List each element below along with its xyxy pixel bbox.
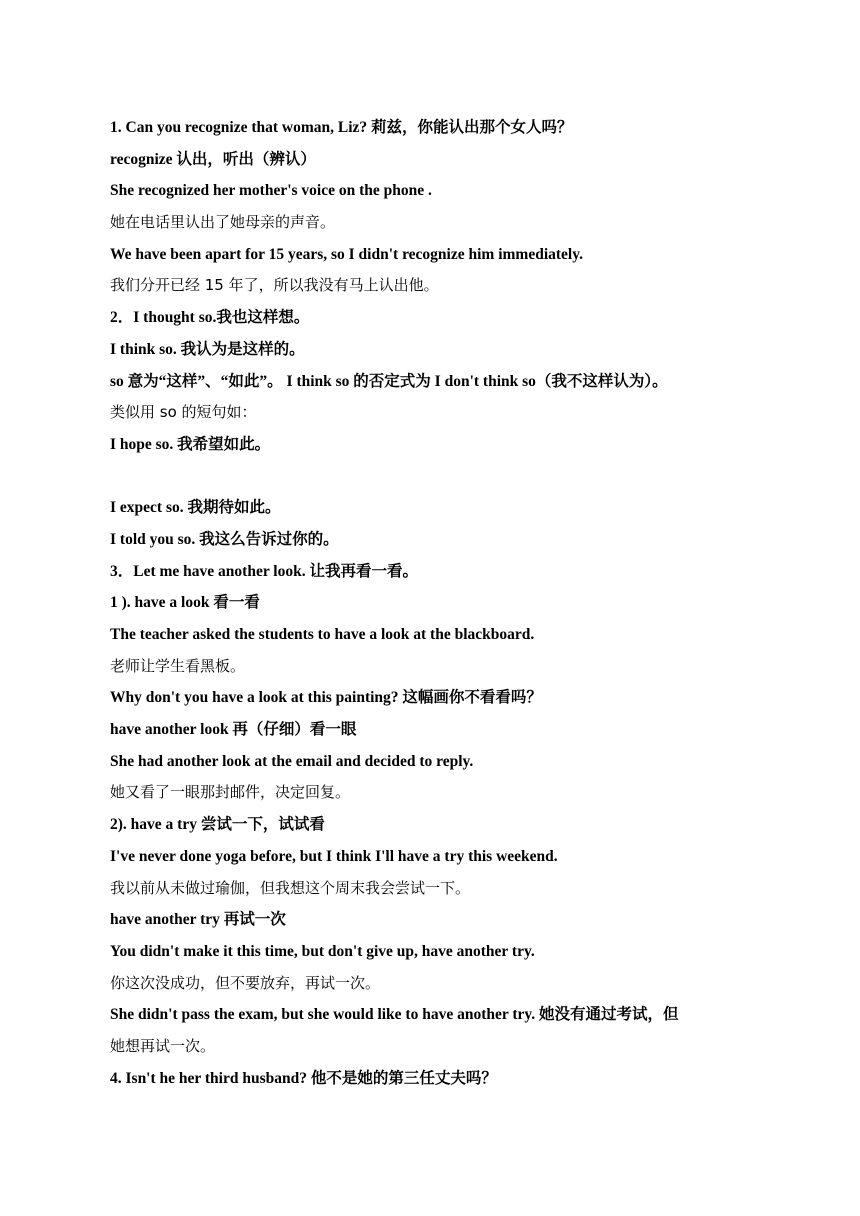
text-line-3: She recognized her mother's voice on the phone .: [110, 182, 432, 200]
text-line-8: I think so. 我认为是这样的。: [110, 340, 305, 358]
text-line-16: 1 ). have a look 看一看: [110, 594, 260, 612]
text-line-5: We have been apart for 15 years, so I didn't recognize him immediately.: [110, 245, 583, 263]
text-line-22: 她又看了一眼那封邮件，决定回复。: [110, 783, 351, 802]
text-line-27: You didn't make it this time, but don't give up, have another try.: [110, 942, 535, 960]
text-line-7: 2．I thought so.我也这样想。: [110, 309, 310, 327]
text-line-9: so 意为“这样”、“如此”。 I think so 的否定式为 I don't think so（我不这样认为）。: [110, 372, 668, 390]
text-line-10: 类似用 so 的短句如：: [110, 403, 257, 422]
text-line-31: 4. Isn't he her third husband? 他不是她的第三任丈夫吗？: [110, 1069, 497, 1087]
text-line-1: 1. Can you recognize that woman, Liz? 莉兹，你能认出那个女人吗？: [110, 119, 573, 136]
text-line-14: I told you so. 我这么告诉过你的。: [110, 530, 339, 548]
text-line-26: have another try 再试一次: [110, 911, 286, 929]
text-line-21: She had another look at the email and decided to reply.: [110, 752, 474, 770]
text-line-23: 2). have a try 尝试一下，试试看: [110, 816, 325, 834]
text-line-24: I've never done yoga before, but I think I'll have a try this weekend.: [110, 847, 558, 865]
document-body: [110, 112, 760, 1094]
text-line-13: I expect so. 我期待如此。: [110, 499, 281, 517]
text-line-18: 老师让学生看黑板。: [110, 656, 246, 675]
text-line-17: The teacher asked the students to have a look at the blackboard.: [110, 626, 535, 643]
text-line-15: 3．Let me have another look. 让我再看一看。: [110, 562, 418, 580]
text-line-6: 我们分开已经 15 年了，所以我没有马上认出他。: [110, 276, 439, 295]
text-line-30: 她想再试一次。: [110, 1036, 216, 1055]
text-line-4: 她在电话里认出了她母亲的声音。: [110, 213, 336, 232]
text-line-20: have another look 再（仔细）看一眼: [110, 721, 357, 739]
text-line-2: recognize 认出，听出（辨认）: [110, 150, 316, 168]
text-line-25: 我以前从未做过瑜伽，但我想这个周末我会尝试一下。: [110, 878, 471, 897]
text-line-11: I hope so. 我希望如此。: [110, 435, 271, 453]
text-line-19: Why don't you have a look at this painting? 这幅画你不看看吗？: [110, 689, 542, 707]
blank-line: [110, 461, 760, 493]
text-line-28: 你这次没成功，但不要放弃，再试一次。: [110, 973, 381, 992]
text-line-29: She didn't pass the exam, but she would like to have another try. 她没有通过考试，但: [110, 1006, 679, 1024]
